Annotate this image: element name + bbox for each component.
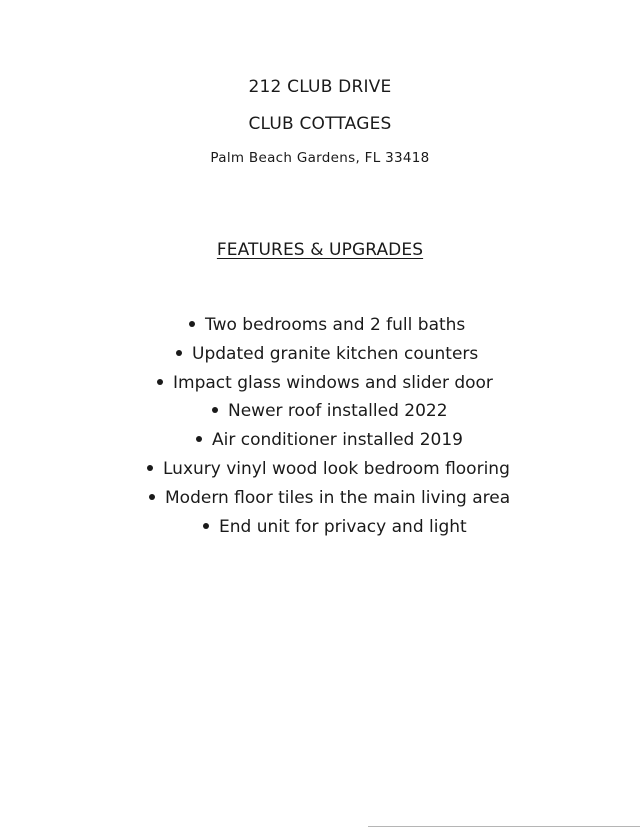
feature-text: Modern floor tiles in the main living area [165,487,511,508]
feature-item [0,311,640,340]
bullet-icon [203,523,209,529]
feature-text: Updated granite kitchen counters [192,343,479,364]
feature-text: Newer roof installed 2022 [228,401,448,422]
scan-artifact-line [368,826,640,827]
feature-item [0,369,640,398]
section-title-text: FEATURES & UPGRADES [216,240,424,260]
feature-text: Impact glass windows and slider door [173,372,493,393]
feature-item [0,513,640,542]
bullet-icon [176,350,182,356]
feature-text: Luxury vinyl wood look bedroom flooring [163,458,510,479]
feature-item [0,484,640,513]
bullet-icon [149,494,155,500]
bullet-icon [157,379,163,385]
feature-item [0,340,640,369]
bullet-icon [147,465,153,471]
community-name: CLUB COTTAGES [248,114,392,134]
city-state-zip: Palm Beach Gardens, FL 33418 [210,150,430,166]
feature-item [0,426,640,455]
section-title [0,240,640,260]
property-address: 212 CLUB DRIVE [248,77,392,97]
feature-text: Air conditioner installed 2019 [212,430,463,451]
bullet-icon [196,436,202,442]
feature-text: Two bedrooms and 2 full baths [205,315,466,335]
features-list [0,311,640,541]
bullet-icon [189,321,195,327]
feature-item [0,455,640,484]
feature-item [0,397,640,426]
bullet-icon [212,407,218,413]
feature-text: End unit for privacy and light [219,516,467,537]
